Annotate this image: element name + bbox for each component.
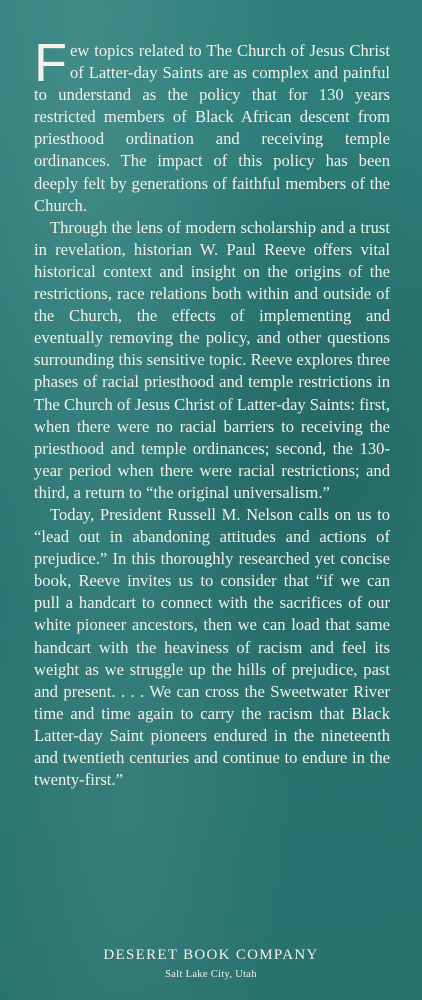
- blurb-paragraph-1-text: ew topics related to The Church of Jesus Christ of Latter-day Saints are as complex and painful to understand as the policy that for 130 years restricted members of Black African descent from priesthood ordination and receiving temple ordinances. The impact of this policy has been deeply felt by generations of faithful members of the Church.: [34, 41, 390, 215]
- book-blurb: [34, 33, 390, 791]
- blurb-paragraph-1: [34, 33, 390, 217]
- blurb-paragraph-3: Today, President Russell M. Nelson calls on us to “lead out in abandoning attitudes and actions of prejudice.” In this thoroughly researched yet concise book, Reeve invites us to consider that “if we can pull a handcart to connect with the sacrifices of our white pioneer ancestors, then we can load that same handcart with the heaviness of racism and feel its weight as we struggle up the hills of prejudice, past and present. . . . We can cross the Sweetwater River time and time again to carry the racism that Black Latter-day Saint pioneers endured in the nineteenth and twentieth centuries and continue to endure in the twenty-first.”: [34, 504, 390, 790]
- publisher-block: [0, 946, 422, 982]
- publisher-city: Salt Lake City, Utah: [165, 969, 257, 980]
- drop-cap: F: [34, 33, 67, 93]
- publisher-name: DESERET BOOK COMPANY: [103, 947, 319, 963]
- blurb-paragraph-2: Through the lens of modern scholarship and a trust in revelation, historian W. Paul Reeve offers vital historical context and insight on the origins of the restrictions, race relations both within and outside of the Church, the effects of implementing and eventually removing the policy, and other questions surrounding this sensitive topic. Reeve explores three phases of racial priesthood and temple restrictions in The Church of Jesus Christ of Latter-day Saints: first, when there were no racial barriers to receiving the priesthood and temple ordinances; second, the 130-year period when there were racial restrictions; and third, a return to “the original universalism.”: [34, 217, 390, 502]
